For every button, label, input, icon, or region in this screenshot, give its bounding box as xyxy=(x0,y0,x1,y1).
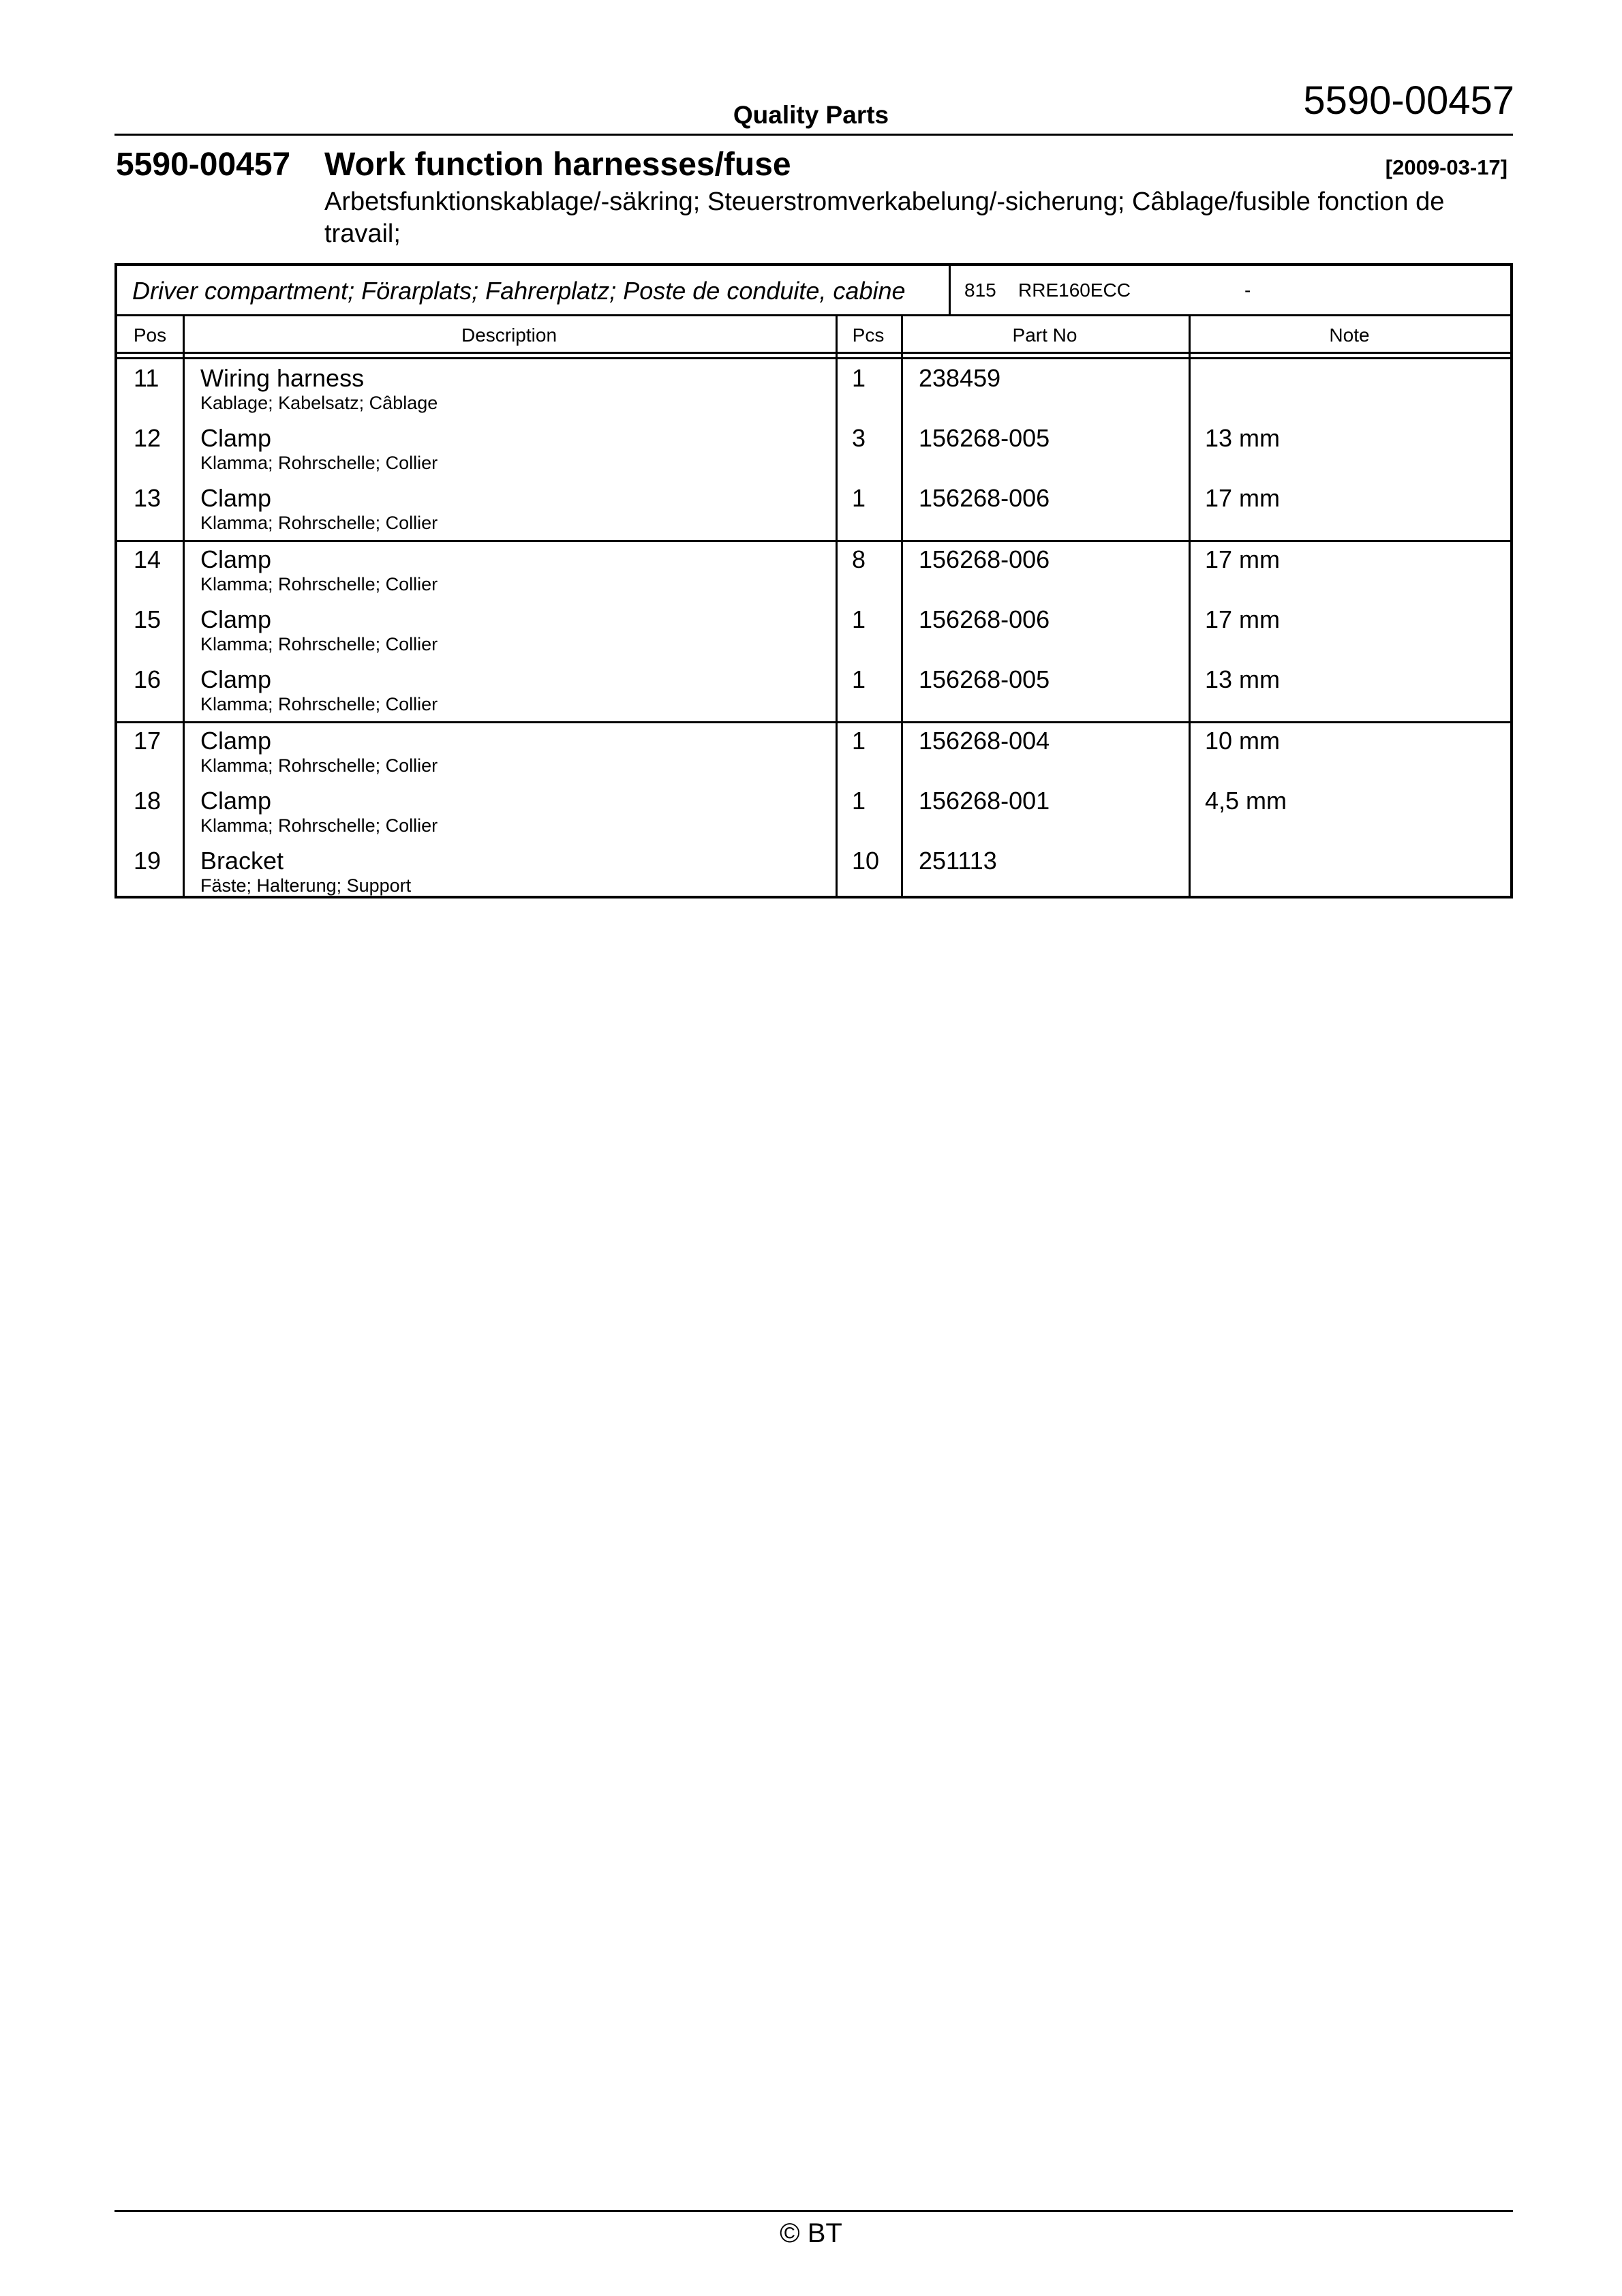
row-part-no: 156268-004 xyxy=(919,727,1050,755)
table-row xyxy=(117,541,1510,601)
row-pcs: 10 xyxy=(852,847,880,875)
row-pos: 18 xyxy=(134,787,162,815)
header-double-rule xyxy=(117,352,1510,359)
row-description: Bracket xyxy=(200,847,284,875)
header-rule xyxy=(114,134,1513,136)
row-pos: 17 xyxy=(134,727,162,755)
row-note: 17 mm xyxy=(1205,605,1281,633)
row-pcs: 1 xyxy=(852,364,866,392)
row-pcs: 1 xyxy=(852,727,866,755)
row-pos: 16 xyxy=(134,665,162,693)
row-description: Clamp xyxy=(200,484,272,512)
row-note: 4,5 mm xyxy=(1205,787,1287,815)
row-note: 13 mm xyxy=(1205,665,1281,693)
row-pos: 19 xyxy=(134,847,162,875)
table-row xyxy=(117,783,1510,843)
row-pos: 13 xyxy=(134,484,162,512)
section-code: 815 xyxy=(964,280,996,301)
table-row xyxy=(117,723,1510,783)
row-translation: Klamma; Rohrschelle; Collier xyxy=(200,453,438,473)
header-title: Quality Parts xyxy=(733,101,889,129)
row-translation: Klamma; Rohrschelle; Collier xyxy=(200,513,438,533)
doc-date: [2009-03-17] xyxy=(1385,155,1508,179)
column-header-pcs: Pcs xyxy=(852,324,885,346)
row-description: Clamp xyxy=(200,605,272,633)
footer-rule xyxy=(114,2210,1513,2212)
table-row xyxy=(117,601,1510,661)
column-header-description: Description xyxy=(461,324,557,346)
table-row xyxy=(117,843,1510,903)
row-part-no: 156268-005 xyxy=(919,665,1050,693)
column-header-part-no: Part No xyxy=(1012,324,1077,346)
row-pos: 14 xyxy=(134,545,162,573)
section-row xyxy=(117,266,1510,316)
row-translation: Kablage; Kabelsatz; Câblage xyxy=(200,393,438,413)
row-pos: 15 xyxy=(134,605,162,633)
column-header-row xyxy=(117,316,1510,354)
row-pos: 12 xyxy=(134,424,162,452)
row-description: Clamp xyxy=(200,787,272,815)
row-description: Clamp xyxy=(200,424,272,452)
section-suffix: - xyxy=(1244,280,1251,301)
row-pcs: 1 xyxy=(852,605,866,633)
row-description: Clamp xyxy=(200,727,272,755)
row-translation: Klamma; Rohrschelle; Collier xyxy=(200,815,438,836)
section-label: Driver compartment; Förarplats; Fahrerplatz; Poste de conduite, cabine xyxy=(132,277,906,305)
header-doc-id: 5590-00457 xyxy=(1303,78,1514,123)
row-translation: Fäste; Halterung; Support xyxy=(200,875,412,896)
row-part-no: 156268-006 xyxy=(919,484,1050,512)
table-row xyxy=(117,661,1510,721)
row-note: 10 mm xyxy=(1205,727,1281,755)
table-row xyxy=(117,420,1510,480)
row-description: Wiring harness xyxy=(200,364,365,392)
row-part-no: 251113 xyxy=(919,847,997,875)
row-pcs: 1 xyxy=(852,484,866,512)
row-translation: Klamma; Rohrschelle; Collier xyxy=(200,755,438,776)
row-part-no: 156268-006 xyxy=(919,545,1050,573)
doc-subtitle: Arbetsfunktionskablage/-säkring; Steuerstromverkabelung/-sicherung; Câblage/fusible fonction de travail; xyxy=(324,187,1445,248)
row-description: Clamp xyxy=(200,665,272,693)
table-row xyxy=(117,360,1510,420)
row-part-no: 156268-005 xyxy=(919,424,1050,452)
row-pcs: 8 xyxy=(852,545,866,573)
row-translation: Klamma; Rohrschelle; Collier xyxy=(200,634,438,654)
section-model: RRE160ECC xyxy=(1018,280,1131,301)
row-pcs: 3 xyxy=(852,424,866,452)
parts-table xyxy=(114,263,1513,898)
row-pcs: 1 xyxy=(852,665,866,693)
row-note: 17 mm xyxy=(1205,545,1281,573)
row-note: 13 mm xyxy=(1205,424,1281,452)
doc-number: 5590-00457 xyxy=(116,147,291,183)
row-part-no: 156268-006 xyxy=(919,605,1050,633)
section-divider xyxy=(949,266,951,316)
row-note: 17 mm xyxy=(1205,484,1281,512)
row-part-no: 156268-001 xyxy=(919,787,1050,815)
row-pcs: 1 xyxy=(852,787,866,815)
doc-title: Work function harnesses/fuse xyxy=(324,147,791,183)
column-header-note: Note xyxy=(1329,324,1370,346)
row-description: Clamp xyxy=(200,545,272,573)
table-row xyxy=(117,480,1510,540)
footer-copyright: © BT xyxy=(780,2218,842,2248)
row-part-no: 238459 xyxy=(919,364,1001,392)
row-translation: Klamma; Rohrschelle; Collier xyxy=(200,694,438,714)
column-header-pos: Pos xyxy=(133,324,167,346)
row-translation: Klamma; Rohrschelle; Collier xyxy=(200,574,438,594)
row-pos: 11 xyxy=(134,364,159,392)
